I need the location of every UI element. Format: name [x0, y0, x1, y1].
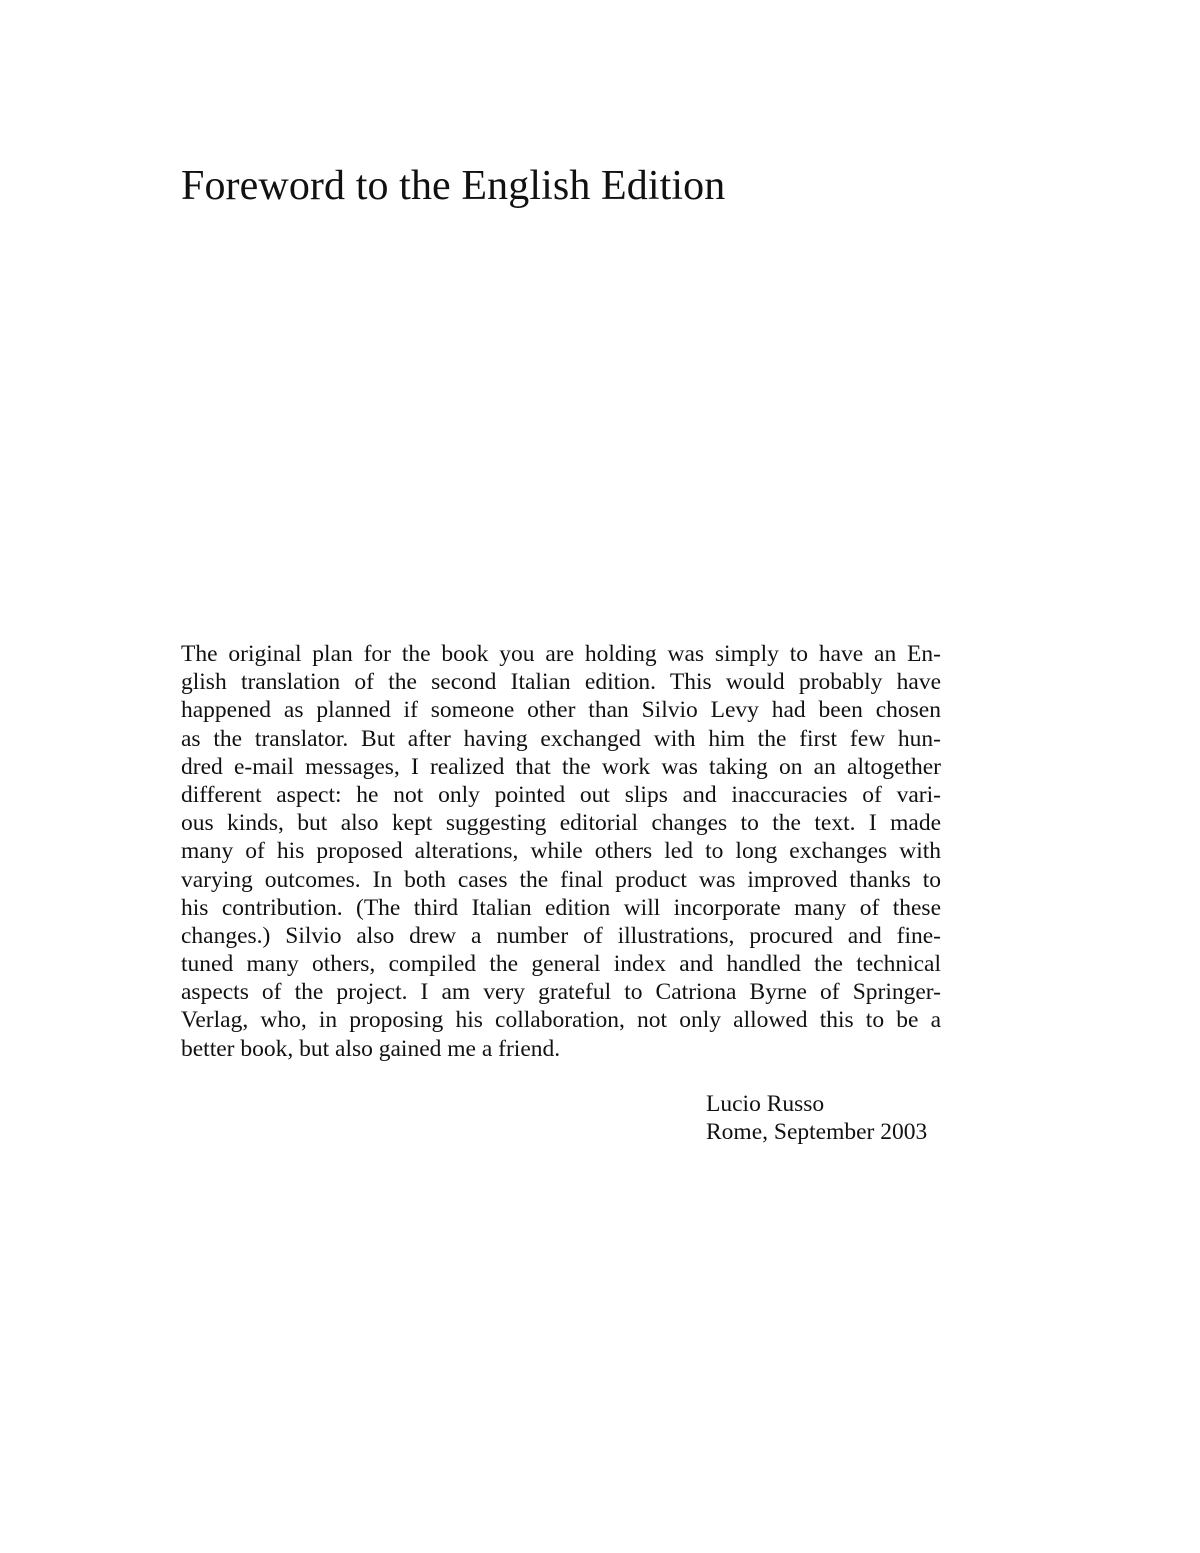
paragraph-line: The original plan for the book you are holding was simply to have an En-	[181, 641, 941, 667]
paragraph-line: different aspect: he not only pointed out slips and inaccuracies of vari-	[181, 781, 941, 808]
paragraph-line: better book, but also gained me a friend.	[181, 1035, 561, 1062]
page-title: Foreword to the English Edition	[181, 163, 726, 209]
paragraph-line: his contribution. (The third Italian edition will incorporate many of these	[181, 894, 941, 921]
foreword-paragraph	[181, 640, 941, 1063]
paragraph-line: Verlag, who, in proposing his collaboration, not only allowed this to be a	[181, 1007, 941, 1034]
paragraph-line: many of his proposed alterations, while others led to long exchanges with	[181, 838, 941, 865]
signature-block	[706, 1090, 927, 1146]
paragraph-line: happened as planned if someone other than Silvio Levy had been chosen	[181, 697, 941, 724]
paragraph-line: tuned many others, compiled the general index and handled the technical	[181, 951, 941, 978]
paragraph-line: dred e-mail messages, I realized that the work was taking on an altogether	[181, 753, 941, 780]
paragraph-line: varying outcomes. In both cases the final product was improved thanks to	[181, 866, 941, 893]
paragraph-line: glish translation of the second Italian edition. This would probably have	[181, 669, 941, 696]
paragraph-line: aspects of the project. I am very grateful to Catriona Byrne of Springer-	[181, 979, 941, 1006]
paragraph-line: ous kinds, but also kept suggesting editorial changes to the text. I made	[181, 810, 941, 837]
paragraph-line: changes.) Silvio also drew a number of illustrations, procured and fine-	[181, 922, 941, 949]
paragraph-line: as the translator. But after having exchanged with him the first few hun-	[181, 725, 941, 752]
place-and-date: Rome, September 2003	[706, 1119, 928, 1146]
author-name: Lucio Russo	[706, 1091, 825, 1117]
